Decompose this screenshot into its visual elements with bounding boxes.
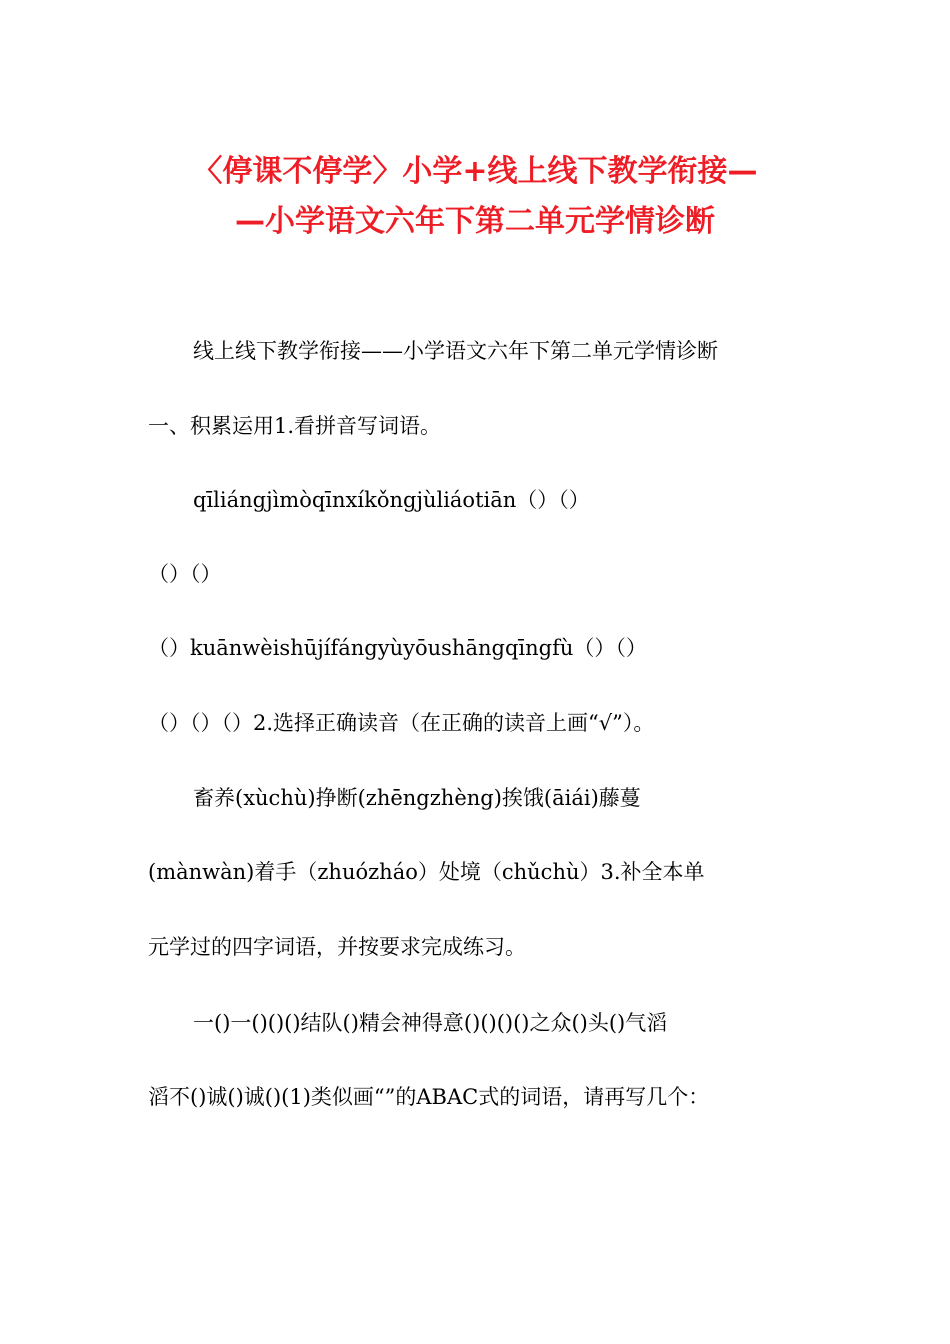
- paragraph-subtitle: 线上线下教学衔接——小学语文六年下第二单元学情诊断: [193, 339, 718, 363]
- pinyin-line-2: （）kuānwèishūjífángyùyōushāngqīngfù（）（）: [148, 636, 647, 660]
- document-title-line-2: —小学语文六年下第二单元学情诊断: [235, 204, 715, 239]
- idiom-line-2: 滔不()诚()诚()(1)类似画“”的ABAC式的词语，请再写几个：: [148, 1085, 710, 1109]
- document-title-line-1: 〈停课不停学〉小学+线上线下教学衔接—: [192, 154, 758, 189]
- answer-blanks-line: （）（）: [148, 562, 222, 586]
- pinyin-line-1: qīliángjìmòqīnxíkǒngjùliáotiān（）（）: [193, 488, 590, 512]
- question-2-line: （）（）（）2.选择正确读音（在正确的读音上画“√”）。: [148, 711, 655, 735]
- idiom-line-1: 一()一()()()结队()精会神得意()()()()之众()头()气滔: [193, 1011, 668, 1035]
- pronunciation-line-2: (mànwàn)着手（zhuózháo）处境（chǔchù）3.补全本单: [148, 860, 705, 884]
- question-3-line: 元学过的四字词语，并按要求完成练习。: [148, 935, 526, 959]
- pronunciation-line-1: 畜养(xùchù)挣断(zhēngzhèng)挨饿(āiái)藤蔓: [193, 786, 641, 810]
- section-heading-accumulation: 一、积累运用1.看拼音写词语。: [148, 414, 442, 438]
